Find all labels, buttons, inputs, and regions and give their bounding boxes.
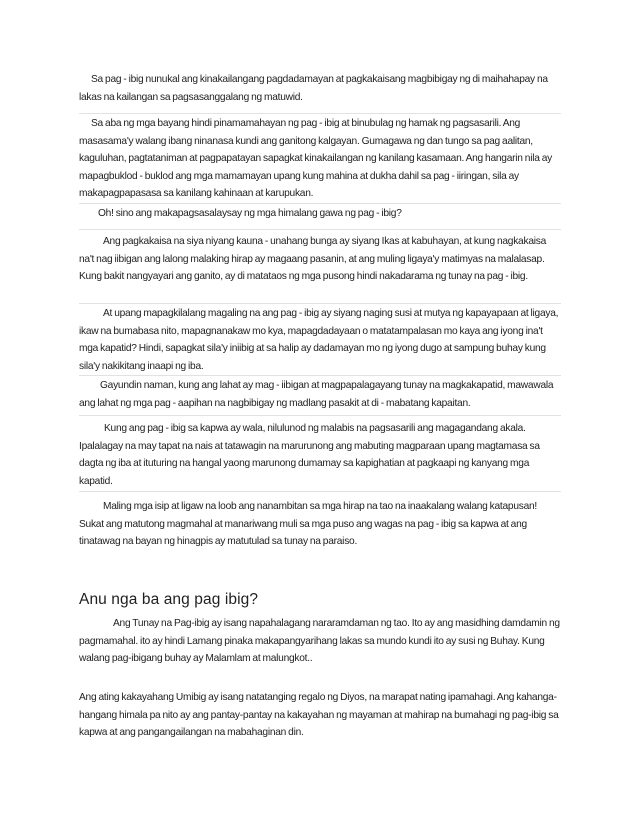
paragraph-divider [79,375,561,376]
section-heading: Anu nga ba ang pag ibig? [79,591,259,608]
paragraph-divider [79,303,561,304]
paragraph-1: Sa pag - ibig nunukal ang kinakailangang pagdadamayan at pagkakaisang magbibigay ng di maihahapay na lakas na kailangan sa pagsasanggalang ng matuwid. [79,74,548,103]
paragraph-5: At upang mapagkilalang magaling na ang pag - ibig ay siyang naging susi at mutya ng kapayapaan at ligaya, ikaw na bumabasa nito, mapagnanakaw mo kya, mapagdadayaan o matatampalasan mo kaya ang iyong ina't mga kapatid? Hindi, sapagkat sila'y iniibig at sa halip ay dadamayan mo ng iyong dugo at sampung buhay kung sila'y nakikitang inaapi ng iba. [79,308,559,372]
paragraph-7: Kung ang pag - ibig sa kapwa ay wala, nilulunod ng malabis na pagsasarili ang magagandang akala. Ipalalagay na may tapat na nais at tatawagin na marurunong ang mabuting magparaan upang magtamasa sa dagta ng iba at ituturing na hangal yaong marunong dumamay sa kapighatian at pagkaapi ng kanyang mga kapatid. [79,423,540,487]
paragraph-divider [79,229,561,230]
paragraph-2: Sa aba ng mga bayang hindi pinamamahayan ng pag - ibig at binubulag ng hamak ng pagsasarili. Ang masasama'y walang ibang ninanasa kundi ang ganitong kalgayan. Gumagawa ng dan tungo sa pag aalitan, kaguluhan, pagtataniman at pagpapatayan sapagkat kinakailangan ng kanilang kasamaan. Ang hangarin nila ay mapagbuklod - buklod ang mga mamamayan upang kung mahina at dukha dahil sa pag - iiringan, sila ay makapagpapasasa sa kanilang kahinaan at karupukan. [79,118,552,199]
paragraph-6: Gayundin naman, kung ang lahat ay mag - iibigan at magpapalagayang tunay na magkakapatid, mawawala ang lahat ng mga pag - aapihan na nagbibigay ng madlang pasakit at di - mabatang kapaitan. [79,380,554,409]
paragraph-divider [79,491,561,492]
paragraph-divider [79,415,561,416]
paragraph-divider [79,113,561,114]
paragraph-3: Oh! sino ang makapagsasalaysay ng mga himalang gawa ng pag - ibig? [98,208,402,219]
paragraph-8: Maling mga isip at ligaw na loob ang nanambitan sa mga hirap na tao na inaakalang walang katapusan! Sukat ang matutong magmahal at manariwang muli sa mga puso ang wagas na pag - ibig sa kapwa at ang tinatawag na bayan ng hinagpis ay matutulad sa tunay na paraiso. [79,501,537,547]
paragraph-4: Ang pagkakaisa na siya niyang kauna - unahang bunga ay siyang Ikas at kabuhayan, at kung nagkakaisa na't nag iibigan ang lalong malaking hirap ay magaang pasanin, at ang muling ligaya'y matimyas na malalasap. Kung bakit nangyayari ang ganito, ay di matataos ng mga pusong hindi nakadarama ng tunay na pag - ibig. [79,236,547,282]
paragraph-10: Ang ating kakayahang Umibig ay isang natatanging regalo ng Diyos, na marapat nating ipamahagi. Ang kahanga-hangang himala pa nito ay ang pantay-pantay na kakayahan ng mayaman at mahirap na bumahagi ng pag-ibig sa kapwa at ang pangangailangan na mabahaginan din. [79,692,559,738]
paragraph-divider [79,203,561,204]
paragraph-9: Ang Tunay na Pag-ibig ay isang napahalagang nararamdaman ng tao. Ito ay ang masidhing damdamin ng pagmamahal. ito ay hindi Lamang pinaka makapangyarihang lakas sa mundo kundi ito ay susi ng Buhay. Kung walang pag-ibigang buhay ay Malamlam at malungkot.. [79,618,560,664]
